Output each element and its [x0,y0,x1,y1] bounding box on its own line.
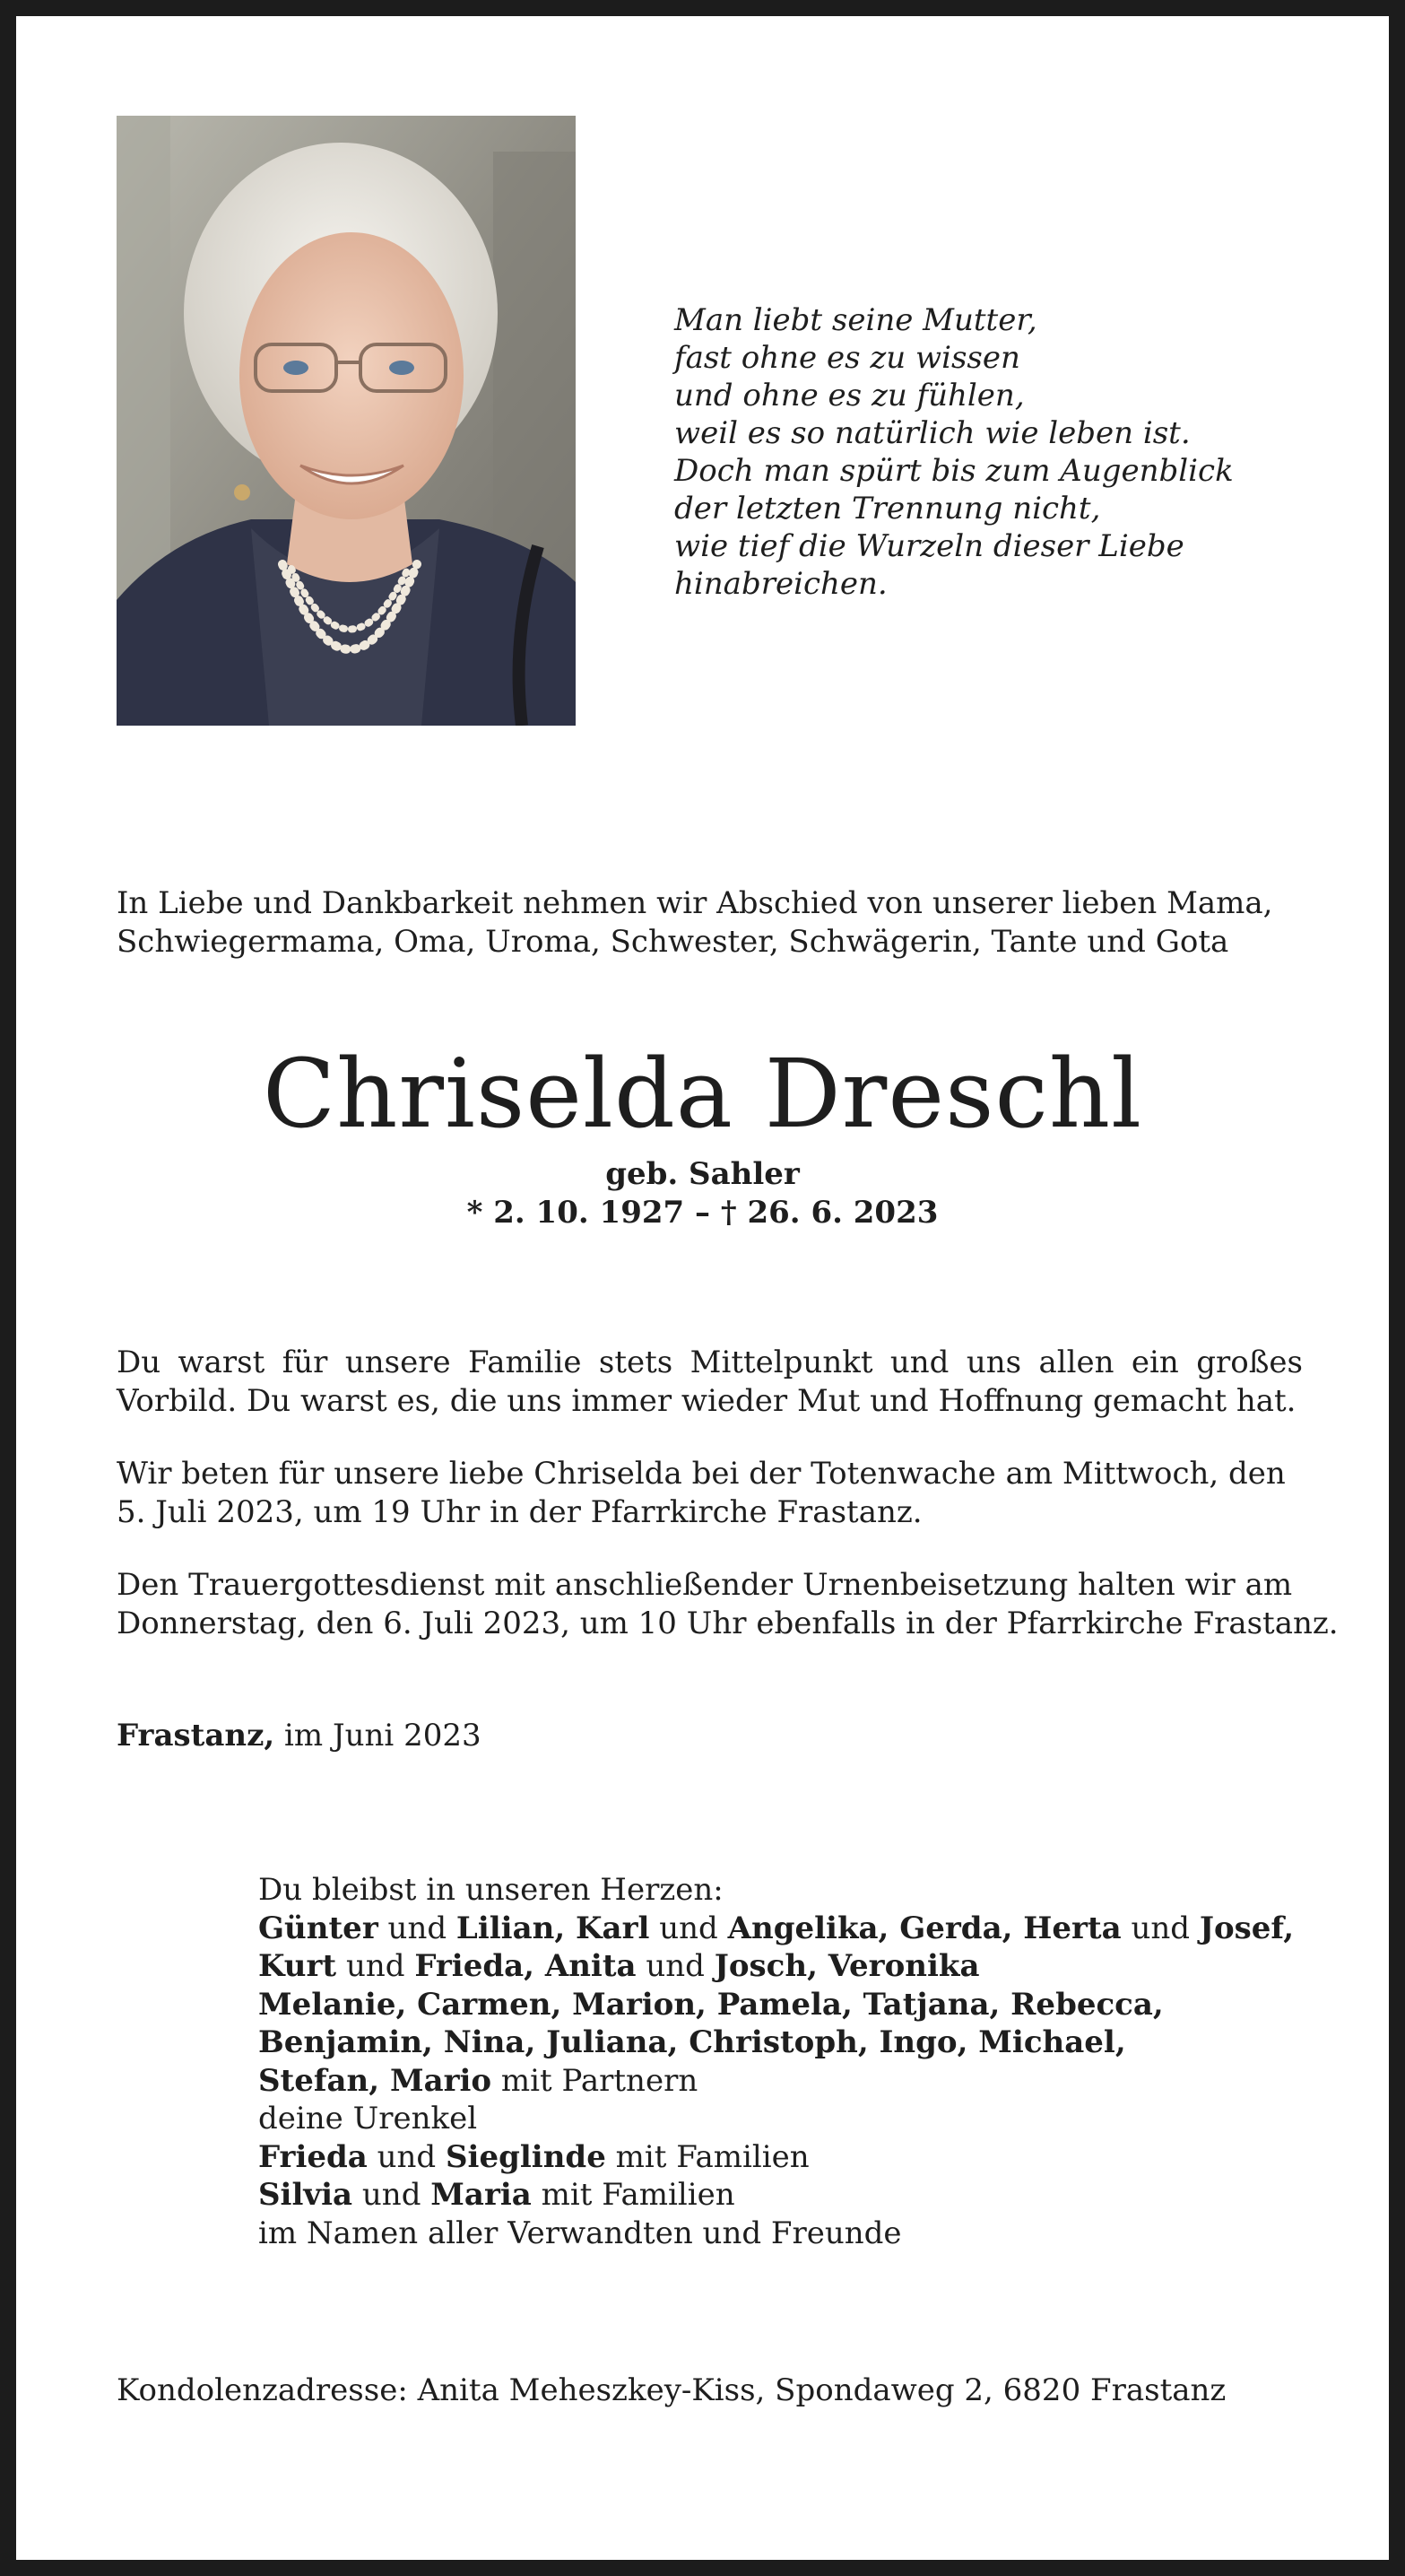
family-names: Josch, Veronika [714,1948,980,1984]
paragraph-line: Donnerstag, den 6. Juli 2023, um 10 Uhr ebenfalls in der Pfarrkirche Frastanz. [117,1606,1339,1641]
poem-line: und ohne es zu fühlen, [674,378,1025,413]
poem-line: der letzten Trennung nicht, [674,491,1101,527]
family-list [258,1871,1294,2252]
family-names: Josef, [1199,1910,1295,1946]
poem-line: fast ohne es zu wissen [674,340,1020,376]
family-line [258,2176,1294,2215]
family-line [258,2138,1294,2177]
condolence-address: Kondolenzadresse: Anita Meheszkey-Kiss, Spondaweg 2, 6820 Frastanz [117,2372,1227,2408]
deceased-name: Chriselda Dreschl [262,1039,1143,1149]
family-names: Angelika, Gerda, Herta [727,1910,1122,1946]
family-line [258,1986,1294,2024]
poem-line: weil es so natürlich wie leben ist. [674,415,1191,451]
place-date [117,1717,481,1755]
family-line [258,1947,1294,1986]
family-names: Benjamin, Nina, Juliana, Christoph, Ingo, Michael, [258,2024,1126,2060]
family-names: Sieglinde [446,2138,606,2175]
family-line [258,2100,1294,2138]
family-names: Melanie, Carmen, Marion, Pamela, Tatjana, Rebecca, [258,1986,1164,2023]
intro-line: Schwiegermama, Oma, Uroma, Schwester, Schwägerin, Tante und Gota [117,924,1229,960]
paragraph-wake [117,1455,1286,1532]
family-text: mit Familien [605,2138,810,2175]
obituary-page [16,16,1389,2560]
family-names: Günter [258,1910,378,1946]
family-text: mit Partnern [491,2062,698,2099]
poem [674,301,1302,603]
life-dates: * 2. 10. 1927 – † 26. 6. 2023 [466,1195,939,1231]
paragraph-line: Wir beten für unsere liebe Chriselda bei der Totenwache am Mittwoch, den [117,1456,1286,1492]
paragraph-line: 5. Juli 2023, um 19 Uhr in der Pfarrkirche Frastanz. [117,1494,923,1530]
family-text: und [636,1948,715,1984]
family-text: und [352,2177,431,2213]
family-text: deine Urenkel [258,2101,478,2137]
family-names: Maria [430,2177,532,2213]
family-text: mit Familien [531,2177,735,2213]
birth-name: geb. Sahler [605,1156,800,1192]
family-heading: Du bleibst in unseren Herzen: [258,1872,724,1908]
poem-line: Man liebt seine Mutter, [674,302,1037,338]
family-names: Lilian, Karl [455,1910,650,1946]
family-names: Kurt [258,1948,337,1984]
portrait-illustration [117,116,576,726]
family-line [258,2215,1294,2253]
intro-line: In Liebe und Dankbarkeit nehmen wir Abschied von unserer lieben Mama, [117,885,1273,921]
paragraph-tribute: Du warst für unsere Familie stets Mittelpunkt und uns allen ein großes Vorbild. Du warst es, die uns immer wieder Mut und Hoffnung gemacht hat. [117,1345,1303,1419]
paragraph-line: Den Trauergottesdienst mit anschließender Urnenbeisetzung halten wir am [117,1567,1293,1603]
family-text: und [377,1910,456,1946]
place-month: im Juni 2023 [274,1718,481,1754]
family-text: im Namen aller Verwandten und Freunde [258,2215,902,2251]
portrait-photo [117,116,576,726]
family-names: Frieda [258,2138,368,2175]
poem-line: wie tief die Wurzeln dieser Liebe [674,528,1184,564]
family-text: und [336,1948,415,1984]
family-names: Stefan, Mario [258,2062,492,2099]
family-line [258,1910,1294,1948]
family-text: und [1121,1910,1200,1946]
family-text: und [367,2138,446,2175]
family-text: und [649,1910,728,1946]
family-line [258,2062,1294,2101]
family-names: Silvia [258,2177,353,2213]
place-town: Frastanz, [117,1718,275,1754]
poem-line: Doch man spürt bis zum Augenblick [674,453,1234,489]
intro-text [117,884,1273,962]
poem-line: hinabreichen. [674,566,888,602]
family-names: Frieda, Anita [414,1948,637,1984]
paragraph-funeral [117,1566,1339,1643]
family-line [258,2023,1294,2062]
family-lines [258,1910,1294,2253]
